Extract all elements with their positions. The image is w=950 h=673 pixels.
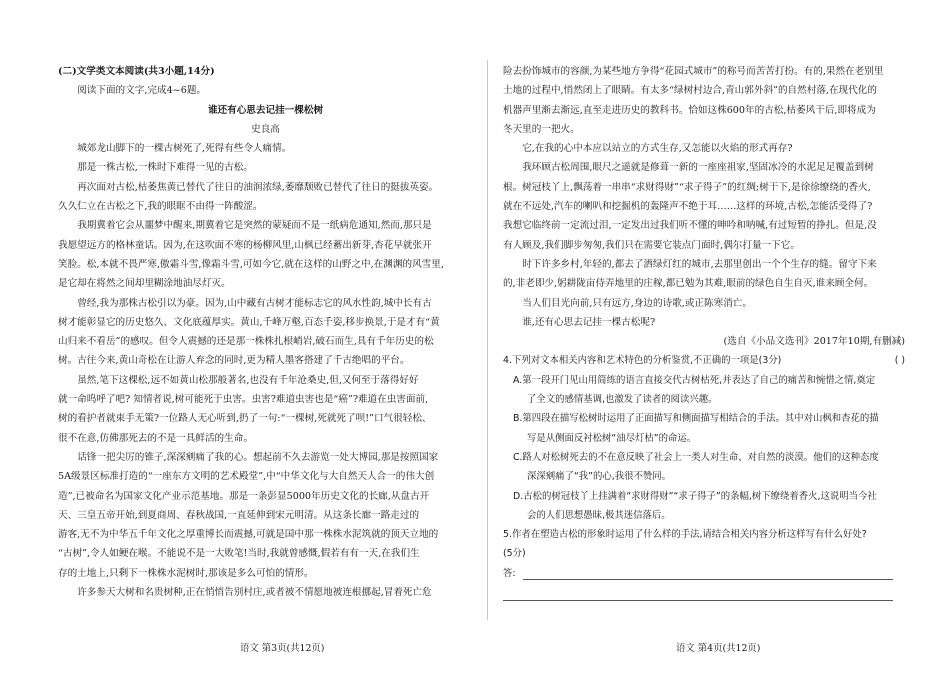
article-body-right (503, 62, 905, 332)
question-5-score: (5分) (503, 548, 526, 560)
text-line: 那是一株古松,一株时下难得一见的古松。 (77, 162, 253, 174)
question-5-stem: 5.作者在塑造古松的形象时运用了什么样的手法,请结合相关内容分析这样写有什么好处? (503, 529, 867, 541)
column-divider (487, 60, 488, 620)
text-line: 存的土地上,只剩下一株株水泥树时,那该是多么可怕的情形。 (58, 567, 314, 579)
question-4-text: 4.下列对文本相关内容和艺术特色的分析鉴赏,不正确的一项是(3分) (503, 355, 782, 367)
text-line: 我期冀着它会从噩梦中醒来,期冀着它是突然的蒙疑而不是一纸病危通知,然而,那只是 (77, 220, 432, 232)
text-line: 树才能彰显它的历史悠久、文化底蕴厚实。黄山,千峰万壑,百态千姿,移步换景,于是才有“黄 (58, 316, 440, 328)
text-line: 我愿望远方的格林童话。因为,在这吹面不寒的杨柳风里,山枫已经蓄出新芽,杏花早就张开 (58, 239, 432, 251)
text-line: 曾经,我为那株古松引以为豪。因为,山中藏有古树才能标志它的风水性韵,城中长有古 (77, 297, 432, 309)
text-line: 时下许多乡村,年轻的,都去了洒绿灯红的城市,去那里创出一个个生存的缝。留守下来 (522, 258, 877, 270)
question-4-options (503, 371, 905, 525)
text-line: 的,非老即少,躬耕陇亩侍弄地里的庄稼,都已勉为其难,眼前的绿色自生自灭,谁来顾全何。 (503, 278, 874, 290)
instruction: 阅读下面的文字,完成4~6题。 (77, 85, 207, 97)
text-line: 许多参天大树和名贵树种,正在悄悄告别村庄,或者被不情愿地被连根挪起,冒着死亡危 (77, 587, 432, 599)
question-4-answer-paren[interactable]: ( ) (894, 355, 905, 367)
text-line: “古树”,令人如鲠在喉。不能说不是一大败笔!当时,我就曾感慨,假若有有一天,在我们生 (58, 548, 420, 560)
text-line: 就在不远处,汽车的喇叭和挖掘机的轰隆声不绝于耳……这样的环境,古松,怎能活受得了? (503, 201, 873, 213)
text-line: 天、三皇五帝开始,到夏商周、春秋战国,一直延伸到宋元明清。从这条长廊一路走过的 (58, 509, 420, 521)
question-4-option-line: C.路人对松树死去的不在意反映了社会上一类人对生命、对自然的淡漠。他们的这种态度 (513, 451, 879, 463)
question-4-option-line: 了全文的感情基调,也激发了读者的阅读兴趣。 (527, 394, 718, 406)
question-4-option-line: 写是从侧面反衬松树“油尽灯枯”的命运。 (527, 432, 697, 444)
question-4-option-line: A.第一段开门见山用简练的语言直接交代古树枯死,并表达了自己的痛苦和惋惜之情,奠定 (513, 374, 876, 386)
text-line: 话锋一把尖厉的锥子,深深剜痛了我的心。想起前不久去游览一处大博园,那是按照国家 (77, 451, 439, 463)
text-line: 树的看护者就束手无策?一位路人无心听到,扔了一句:“一棵树,死就死了呗!”口气很轻松、 (58, 413, 432, 425)
text-line: 当人们目光向前,只有远方,身边的诗歌,或正陈寒消亡。 (522, 297, 752, 309)
answer-line-1[interactable] (523, 579, 893, 580)
text-line: 很不在意,仿佛那死去的不是一具鲜活的生命。 (58, 432, 253, 444)
text-line: 久久仁立在古松之下,我的眼眶不由得一阵酸涩。 (58, 201, 263, 213)
question-4-option-line: 会的人们思想愚昧,极其迷信落后。 (527, 509, 671, 521)
text-line: 谁,还有心思去记挂一棵古松呢? (522, 316, 656, 328)
text-line: 根。树冠枝丫上,飘荡着一串串“求财得财”“求子得子”的红绸;树干下,是徐徐缭绕的香火, (503, 181, 871, 193)
right-column (503, 62, 905, 583)
page-footer-left: 语文 第3页(共12页) (240, 643, 325, 654)
question-4-option-line: B.第四段在描写松树时运用了正面描写和侧面描写相结合的手法。其中对山枫和杏花的描 (513, 413, 879, 425)
page-footer-right: 语文 第4页(共12页) (676, 643, 761, 654)
section-heading: (二)文学类文本阅读(共3小题,14分) (58, 66, 215, 77)
article-title: 谁还有心思去记挂一棵松树 (207, 104, 324, 116)
text-line: 我环顾古松周围,眼尺之遥就是修葺一新的一座座祖家,坚固冰冷的水泥足足覆盖到树 (522, 162, 874, 174)
answer-line-2[interactable] (503, 600, 893, 601)
text-line: 险去扮饰城市的容颜,为某些地方争得“花园式城市”的称号而苦苦打扮。有的,果然在老别里 (503, 66, 884, 77)
question-4-option-line: 深深剜痛了“我”的心,我很不赞同。 (527, 471, 671, 483)
text-line: 树。古往今来,黄山奇松在让游人弃念的同时,更为精人墨客搭建了千古绝唱的平台。 (58, 355, 410, 367)
text-line: 山归来不看岳”的感叹。但令人震撼的还是那一株株扎根峭岩,破石而生,具有千年历史的松 (58, 336, 434, 348)
text-line: 就一命呜呼了吧? 知情者说,树可能死于虫害。虫害?难道虫害也是“癌”?难道在虫害面前, (58, 394, 429, 406)
text-line: 笑脸。松,本就不畏严寒,傲霜斗雪,像霜斗雪,可如今它,就在这样的山野之中,在渊渊的风雪里, (58, 258, 444, 270)
question-4-option-line: D.古松的树冠枝丫上挂满着“求财得财”“求子得子”的条幅,树下缭绕着香火,这说明当今社 (513, 490, 877, 502)
text-line: 5A级景区标准打造的“一座东方文明的艺术殿堂”,中“中华文化与大自然天人合一的伟大创 (58, 471, 435, 483)
question-4-stem (503, 351, 905, 370)
text-line: 冬天里的一把火。 (503, 123, 580, 135)
text-line: 再次面对古松,枯萎焦黄已替代了往日的油润浓绿,萎靡颓败已替代了往日的挺拔英姿。 (77, 181, 439, 193)
text-line: 虽然,笔下这棵松,远不如黄山松那般著名,也没有千年沧桑史,但,又何至于落得好好 (77, 374, 419, 386)
text-line: 城郊龙山脚下的一棵古树死了,死得有些令人痛情。 (77, 143, 292, 155)
article-source: (选自《小品文选刊》2017年10期,有删减) (723, 336, 905, 348)
article-body-left (58, 139, 473, 602)
text-line: 我想它临终前一定流过泪,一定发出过我们听不懂的呻吟和呐喊,有过短暂的挣扎。但是,没 (503, 220, 877, 232)
text-line: 土地的过程中,悄然闭上了眼睛。有太多“绿树村边合,青山郭外斜”的自然村落,在现代化的 (503, 85, 877, 97)
left-column (58, 62, 473, 602)
text-line: 有人顾及,我们脚步匆匆,我们只在需要它装点门面时,偶尔打量一下它。 (503, 239, 800, 251)
article-author: 史良高 (251, 123, 280, 135)
text-line: 游客,无不为中华五千年文化之厚重博长而震撼,可就是国中那一株株水泥筑就的顶天立地的 (58, 529, 439, 541)
text-line: 机器声里渐去渐远,直至走进历史的教科书。恰如这株600年的古松,枯萎风干后,即将成为 (503, 104, 876, 116)
text-line: 是它却在将然之间却里糊涂地油尽灯灭。 (58, 278, 231, 290)
text-line: 它,在我的心中本应以站立的方式生存,又怎能以火焰的形式再存? (522, 143, 793, 155)
answer-label: 答: (503, 567, 516, 579)
text-line: 造”,已被命名为国家文化产业示范基地。那是一条彭显5000年历史文化的长廊,从盘古开 (58, 490, 430, 502)
